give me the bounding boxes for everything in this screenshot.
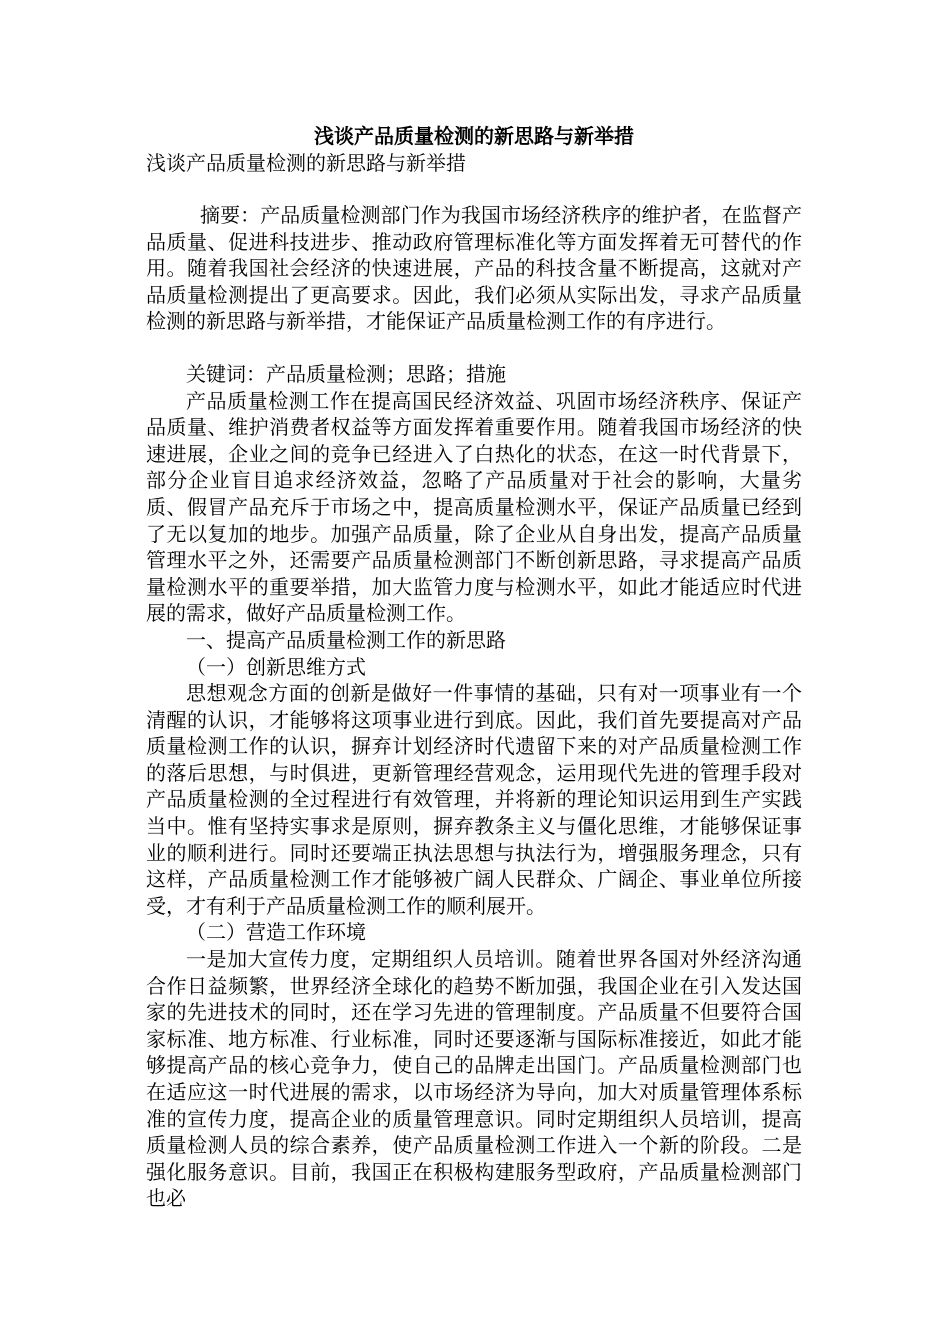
body-paragraph: 一是加大宣传力度，定期组织人员培训。随着世界各国对外经济沟通合作日益频繁，世界经济全球化的趋势不断加强，我国企业在引入发达国家的先进技术的同时，还在学习先进的管理制度。产品质量不但要符合国家标准、地方标准、行业标准，同时还要逐渐与国际标准接近，如此才能够提高产品的核心竞争力，使自己的品牌走出国门。产品质量检测部门也在适应这一时代进展的需求，以市场经济为导向，加大对质量管理体系标准的宣传力度，提高企业的质量管理意识。同时定期组织人员培训，提高质量检测人员的综合素养，使产品质量检测工作进入一个新的阶段。二是强化服务意识。目前，我国正在积极构建服务型政府，产品质量检测部门也必 [146, 947, 802, 1211]
document-subtitle: 浅谈产品质量检测的新思路与新举措 [146, 151, 466, 175]
blank-line [146, 176, 802, 202]
blank-line [146, 335, 802, 361]
document-title: 浅谈产品质量检测的新思路与新举措 [314, 124, 634, 148]
body-paragraph: 思想观念方面的创新是做好一件事情的基础，只有对一项事业有一个清醒的认识，才能够将这项事业进行到底。因此，我们首先要提高对产品质量检测工作的认识，摒弃计划经济时代遗留下来的对产品质量检测工作的落后思想，与时俱进，更新管理经营观念，运用现代先进的管理手段对产品质量检测的全过程进行有效管理，并将新的理论知识运用到生产实践当中。惟有坚持实事求是原则，摒弃教条主义与僵化思维，才能够保证事业的顺利进行。同时还要端正执法思想与执法行为，增强服务理念，只有这样，产品质量检测工作才能够被广阔人民群众、广阔企、事业单位所接受，才有利于产品质量检测工作的顺利展开。 [146, 681, 802, 918]
subsection-heading: （二）营造工作环境 [186, 920, 366, 945]
keywords-line: 关键词：产品质量检测；思路；措施 [186, 361, 506, 386]
subsection-heading: （一）创新思维方式 [186, 654, 366, 679]
section-heading: 一、提高产品质量检测工作的新思路 [186, 627, 506, 652]
abstract-paragraph: 摘要：产品质量检测部门作为我国市场经济秩序的维护者，在监督产品质量、促进科技进步、推动政府管理标准化等方面发挥着无可替代的作用。随着我国社会经济的快速进展，产品的科技含量不断提高，这就对产品质量检测提出了更高要求。因此，我们必须从实际出发，寻求产品质量检测的新思路与新举措，才能保证产品质量检测工作的有序进行。 [146, 203, 802, 334]
document-page [146, 122, 802, 1212]
intro-paragraph: 产品质量检测工作在提高国民经济效益、巩固市场经济秩序、保证产品质量、维护消费者权益等方面发挥着重要作用。随着我国市场经济的快速进展，企业之间的竞争已经进入了白热化的状态，在这一时代背景下，部分企业盲目追求经济效益，忽略了产品质量对于社会的影响，大量劣质、假冒产品充斥于市场之中，提高质量检测水平，保证产品质量已经到了无以复加的地步。加强产品质量，除了企业从自身出发，提高产品质量管理水平之外，还需要产品质量检测部门不断创新思路，寻求提高产品质量检测水平的重要举措，加大监管力度与检测水平，如此才能适应时代进展的需求，做好产品质量检测工作。 [146, 388, 802, 626]
